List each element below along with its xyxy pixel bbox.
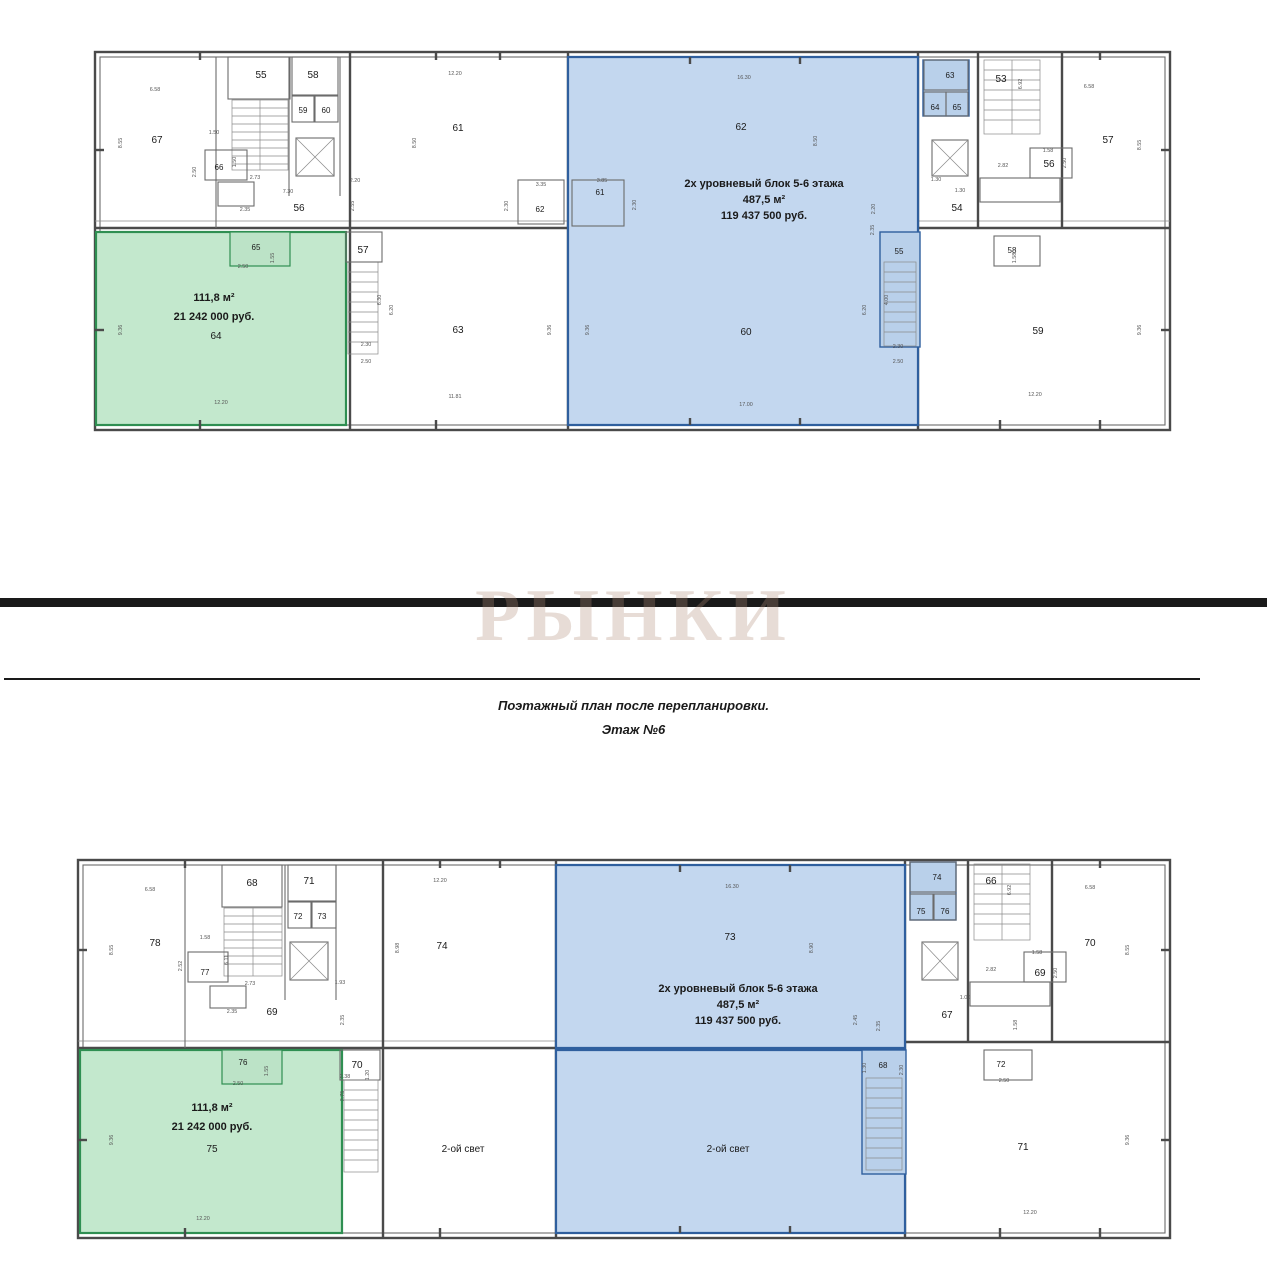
svg-text:7.30: 7.30: [282, 189, 294, 195]
svg-text:6.20: 6.20: [862, 304, 868, 316]
svg-text:1.58: 1.58: [1031, 950, 1043, 956]
svg-text:2.73: 2.73: [249, 175, 261, 181]
room-label: 66: [214, 163, 224, 172]
svg-text:2.30: 2.30: [892, 344, 904, 350]
blue-block-title: 2х уровневый блок 5-6 этажа: [684, 178, 844, 190]
room-label: 76: [238, 1058, 248, 1067]
floor-plan-top: [0, 0, 1267, 590]
room-label: 68: [246, 878, 258, 889]
room-label: 70: [1084, 938, 1096, 949]
room-label: 78: [149, 938, 161, 949]
svg-text:2.35: 2.35: [870, 224, 876, 236]
green-block-area: 111,8 м²: [193, 292, 235, 304]
svg-text:6.92: 6.92: [1018, 78, 1024, 90]
svg-text:1.30: 1.30: [862, 1062, 868, 1074]
blue-block-title: 2х уровневый блок 5-6 этажа: [658, 983, 818, 995]
svg-text:2.35: 2.35: [340, 1014, 346, 1026]
room-label: 76: [940, 907, 950, 916]
room-label: 59: [298, 106, 308, 115]
svg-text:2.50: 2.50: [232, 1081, 244, 1087]
svg-text:1.55: 1.55: [264, 1065, 270, 1077]
svg-text:2.82: 2.82: [985, 967, 997, 973]
svg-text:16.30: 16.30: [737, 75, 751, 81]
svg-text:17.00: 17.00: [739, 402, 753, 408]
floor-plan-bottom: [0, 690, 1267, 1280]
svg-text:2.75: 2.75: [340, 1090, 346, 1102]
svg-text:9.36: 9.36: [118, 324, 124, 336]
double-height-label: 2-ой свет: [706, 1144, 750, 1155]
svg-text:9.36: 9.36: [1137, 324, 1143, 336]
svg-text:8.50: 8.50: [412, 137, 418, 149]
svg-text:2.50: 2.50: [1053, 967, 1059, 979]
svg-text:9.36: 9.36: [109, 1134, 115, 1146]
svg-text:6.58: 6.58: [149, 87, 161, 93]
room-label: 61: [452, 123, 464, 134]
room-label: 57: [1102, 135, 1114, 146]
svg-text:2.52: 2.52: [178, 960, 184, 972]
svg-text:12.20: 12.20: [196, 1216, 210, 1222]
svg-text:11.81: 11.81: [448, 394, 462, 400]
double-height-label: 2-ой свет: [441, 1144, 485, 1155]
svg-text:1.58: 1.58: [199, 935, 211, 941]
room-label: 56: [1043, 159, 1055, 170]
svg-text:2.82: 2.82: [997, 163, 1009, 169]
svg-text:2.73: 2.73: [244, 981, 256, 987]
svg-text:3.85: 3.85: [596, 178, 608, 184]
watermark: РЫНКИ: [475, 575, 792, 657]
green-block-area: 111,8 м²: [191, 1102, 233, 1114]
room-label: 69: [1034, 968, 1046, 979]
room-label: 59: [1032, 326, 1044, 337]
svg-text:1.30: 1.30: [954, 188, 966, 194]
svg-text:2.38: 2.38: [339, 1074, 351, 1080]
svg-text:2.30: 2.30: [632, 199, 638, 211]
room-label: 53: [995, 74, 1007, 85]
svg-text:8.98: 8.98: [395, 942, 401, 954]
svg-text:2.55: 2.55: [350, 200, 356, 212]
blue-block-area: 487,5 м²: [716, 999, 760, 1011]
svg-text:8.55: 8.55: [118, 137, 124, 149]
svg-text:6.92: 6.92: [1007, 884, 1013, 896]
room-label: 68: [878, 1061, 888, 1070]
room-label: 63: [945, 71, 955, 80]
svg-text:6.58: 6.58: [1084, 885, 1096, 891]
room-label: 72: [293, 912, 303, 921]
svg-text:16.30: 16.30: [725, 884, 739, 890]
room-label: 60: [321, 106, 331, 115]
blue-block-price: 119 437 500 руб.: [720, 210, 808, 222]
room-label: 75: [916, 907, 926, 916]
svg-text:2.50: 2.50: [360, 359, 372, 365]
svg-text:12.20: 12.20: [1028, 392, 1042, 398]
room-label: 74: [932, 873, 942, 882]
svg-text:8.55: 8.55: [1137, 139, 1143, 151]
svg-text:2.20: 2.20: [871, 203, 877, 215]
room-label: 62: [735, 122, 747, 133]
room-label: 54: [951, 203, 963, 214]
svg-text:1.58: 1.58: [1013, 1019, 1019, 1031]
room-label: 73: [317, 912, 327, 921]
room-label: 72: [996, 1060, 1006, 1069]
room-label: 60: [740, 327, 752, 338]
room-label: 65: [251, 243, 261, 252]
svg-text:1.50: 1.50: [232, 156, 238, 168]
room-label: 55: [255, 70, 267, 81]
room-label: 67: [941, 1010, 953, 1021]
svg-text:6.58: 6.58: [1083, 84, 1095, 90]
room-label: 64: [930, 103, 940, 112]
room-label: 64: [210, 331, 222, 342]
svg-text:1.30: 1.30: [930, 177, 942, 183]
svg-text:6.20: 6.20: [389, 304, 395, 316]
room-label: 55: [894, 247, 904, 256]
svg-text:8.90: 8.90: [809, 942, 815, 954]
svg-text:2.35: 2.35: [876, 1020, 882, 1032]
room-label: 71: [1017, 1142, 1029, 1153]
room-label: 65: [952, 103, 962, 112]
svg-text:2.50: 2.50: [892, 359, 904, 365]
room-label: 56: [293, 203, 305, 214]
svg-text:12.20: 12.20: [1023, 1210, 1037, 1216]
room-label: 62: [535, 205, 545, 214]
svg-text:1.93: 1.93: [334, 980, 346, 986]
divider-thick: [0, 598, 1267, 607]
room-label: 77: [200, 968, 210, 977]
svg-text:2.35: 2.35: [226, 1009, 238, 1015]
room-label: 63: [452, 325, 464, 336]
svg-text:2.50: 2.50: [192, 166, 198, 178]
blue-block-area: 487,5 м²: [742, 194, 786, 206]
room-label: 57: [357, 245, 369, 256]
room-label: 70: [351, 1060, 363, 1071]
svg-text:2.20: 2.20: [349, 178, 361, 184]
svg-text:1.58: 1.58: [1042, 148, 1054, 154]
svg-text:2.30: 2.30: [360, 342, 372, 348]
svg-text:1.00: 1.00: [959, 995, 971, 1001]
svg-text:9.36: 9.36: [585, 324, 591, 336]
svg-text:12.20: 12.20: [214, 400, 228, 406]
svg-text:2.50: 2.50: [237, 264, 249, 270]
svg-text:2.45: 2.45: [853, 1014, 859, 1026]
blue-block-price: 119 437 500 руб.: [694, 1015, 782, 1027]
svg-text:1.50: 1.50: [208, 130, 220, 136]
svg-text:6.11: 6.11: [224, 954, 230, 966]
svg-text:2.50: 2.50: [1062, 157, 1068, 169]
svg-text:1.55: 1.55: [270, 252, 276, 264]
room-label: 61: [595, 188, 605, 197]
green-block-price: 21 242 000 руб.: [173, 311, 255, 323]
svg-text:2.35: 2.35: [239, 207, 251, 213]
green-block-price: 21 242 000 руб.: [171, 1121, 253, 1133]
divider-thin: [4, 678, 1200, 680]
svg-text:1.58: 1.58: [1012, 252, 1018, 264]
room-label: 73: [724, 932, 736, 943]
room-label: 67: [151, 135, 163, 146]
room-label: 69: [266, 1007, 278, 1018]
plan-caption-line1: Поэтажный план после перепланировки.: [497, 698, 770, 713]
svg-text:9.36: 9.36: [1125, 1134, 1131, 1146]
svg-text:6.58: 6.58: [144, 887, 156, 893]
plan-caption-line2: Этаж №6: [601, 722, 666, 737]
room-label: 66: [985, 876, 997, 887]
svg-text:8.55: 8.55: [1125, 944, 1131, 956]
room-label: 58: [307, 70, 319, 81]
svg-text:1.20: 1.20: [365, 1069, 371, 1081]
svg-text:8.55: 8.55: [109, 944, 115, 956]
svg-text:9.36: 9.36: [547, 324, 553, 336]
svg-text:12.20: 12.20: [433, 878, 447, 884]
svg-text:12.20: 12.20: [448, 71, 462, 77]
room-label: 58: [1007, 246, 1017, 255]
svg-text:6.30: 6.30: [377, 294, 383, 306]
svg-text:2.30: 2.30: [504, 200, 510, 212]
svg-text:8.50: 8.50: [813, 135, 819, 147]
room-label: 71: [303, 876, 315, 887]
svg-text:3.35: 3.35: [535, 182, 547, 188]
svg-text:4.00: 4.00: [884, 294, 890, 306]
room-label: 74: [436, 941, 448, 952]
svg-text:2.30: 2.30: [899, 1064, 905, 1076]
svg-text:2.50: 2.50: [998, 1078, 1010, 1084]
room-label: 75: [206, 1144, 218, 1155]
